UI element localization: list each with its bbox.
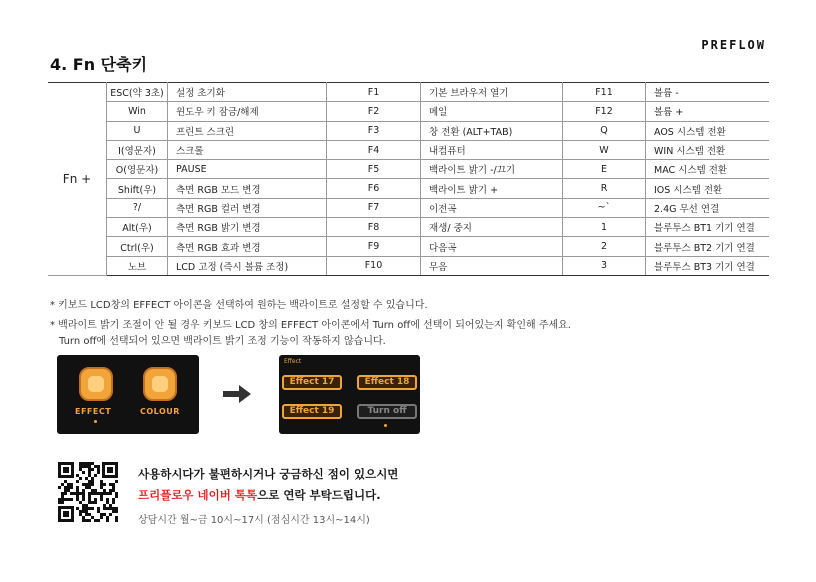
action-cell: PAUSE <box>168 160 327 179</box>
key-cell: F11 <box>563 83 646 102</box>
selection-dot <box>94 420 97 423</box>
key-cell: ?/ <box>107 198 168 217</box>
contact-talk-line <box>138 487 381 503</box>
brand-logo-text: PREFLOW <box>701 38 766 52</box>
action-cell: 이전곡 <box>421 198 563 217</box>
table-row <box>48 121 769 140</box>
contact-talk-rest: 으로 연락 부탁드립니다. <box>257 488 381 502</box>
key-cell: F12 <box>563 102 646 121</box>
table-row <box>48 198 769 217</box>
action-cell: 백라이트 밝기 -/끄기 <box>421 160 563 179</box>
effect-icon <box>79 367 113 401</box>
qr-code-icon <box>57 461 119 523</box>
key-cell: F3 <box>327 121 421 140</box>
key-cell: F5 <box>327 160 421 179</box>
section-title: 4. Fn 단축키 <box>50 55 148 74</box>
fn-modifier-label: Fn + <box>48 83 107 276</box>
action-cell: 측면 RGB 모드 변경 <box>168 179 327 198</box>
action-cell: 프린트 스크린 <box>168 121 327 140</box>
table-row <box>48 160 769 179</box>
action-cell: IOS 시스템 전환 <box>646 179 770 198</box>
action-cell: 설정 초기화 <box>168 83 327 102</box>
action-cell: 내컴퓨터 <box>421 140 563 159</box>
table-row <box>48 179 769 198</box>
note-brightness: * 백라이트 밝기 조절이 안 될 경우 키보드 LCD 창의 EFFECT 아이콘에서 Turn off에 선택이 되어있는지 확인해 주세요. <box>50 320 571 331</box>
fn-shortcut-table <box>48 82 769 276</box>
brand-logo <box>665 38 767 52</box>
effect-screen-title: Effect <box>284 358 302 365</box>
naver-talktalk-link[interactable]: 프리플로우 네이버 톡톡 <box>138 488 258 502</box>
effect-17-button: Effect 17 <box>282 375 342 390</box>
turn-off-button: Turn off <box>357 404 417 419</box>
arrow-right-icon <box>223 384 251 404</box>
action-cell: 스크롤 <box>168 140 327 159</box>
effect-19-button: Effect 19 <box>282 404 342 419</box>
key-cell: R <box>563 179 646 198</box>
action-cell: 2.4G 무선 연결 <box>646 198 770 217</box>
action-cell: AOS 시스템 전환 <box>646 121 770 140</box>
key-cell: F7 <box>327 198 421 217</box>
note-turnoff: Turn off에 선택되어 있으면 백라이트 밝기 조정 기능이 작동하지 않습니다. <box>59 336 386 347</box>
support-hours: 상담시간 월~금 10시~17시 (점심시간 13시~14시) <box>138 515 370 526</box>
key-cell: ~` <box>563 198 646 217</box>
lcd-main-menu <box>57 355 199 434</box>
action-cell: 측면 RGB 밝기 변경 <box>168 218 327 237</box>
action-cell: 윈도우 키 잠금/해제 <box>168 102 327 121</box>
key-cell: F10 <box>327 256 421 275</box>
contact-message: 사용하시다가 불편하시거나 궁금하신 점이 있으시면 <box>138 467 399 481</box>
key-cell: 노브 <box>107 256 168 275</box>
action-cell: 블루투스 BT1 기기 연결 <box>646 218 770 237</box>
table-row <box>48 237 769 256</box>
table-row <box>48 256 769 275</box>
action-cell: 메일 <box>421 102 563 121</box>
key-cell: F2 <box>327 102 421 121</box>
action-cell: 창 전환 (ALT+TAB) <box>421 121 563 140</box>
key-cell: F9 <box>327 237 421 256</box>
action-cell: 무음 <box>421 256 563 275</box>
key-cell: W <box>563 140 646 159</box>
action-cell: LCD 고정 (즉시 볼륨 조정) <box>168 256 327 275</box>
selection-dot <box>384 424 387 427</box>
action-cell: 재생/ 중지 <box>421 218 563 237</box>
lcd-effect-menu <box>279 355 420 434</box>
action-cell: 볼륨 - <box>646 83 770 102</box>
key-cell: E <box>563 160 646 179</box>
action-cell: 백라이트 밝기 + <box>421 179 563 198</box>
table-row <box>48 140 769 159</box>
key-cell: 2 <box>563 237 646 256</box>
key-cell: U <box>107 121 168 140</box>
action-cell: 측면 RGB 효과 변경 <box>168 237 327 256</box>
key-cell: I(영문자) <box>107 140 168 159</box>
key-cell: ESC(약 3초) <box>107 83 168 102</box>
action-cell: 블루투스 BT3 기기 연결 <box>646 256 770 275</box>
note-effect: * 키보드 LCD창의 EFFECT 아이콘을 선택하여 원하는 백라이트로 설정할 수 있습니다. <box>50 300 428 311</box>
table-row <box>48 218 769 237</box>
action-cell: 블루투스 BT2 기기 연결 <box>646 237 770 256</box>
action-cell: 다음곡 <box>421 237 563 256</box>
effect-label: EFFECT <box>75 407 112 416</box>
table-row <box>48 102 769 121</box>
colour-label: COLOUR <box>140 407 180 416</box>
key-cell: F4 <box>327 140 421 159</box>
action-cell: 기본 브라우저 열기 <box>421 83 563 102</box>
action-cell: 측면 RGB 컬러 변경 <box>168 198 327 217</box>
table-row <box>48 83 769 102</box>
action-cell: MAC 시스템 전환 <box>646 160 770 179</box>
colour-icon <box>143 367 177 401</box>
effect-18-button: Effect 18 <box>357 375 417 390</box>
key-cell: Q <box>563 121 646 140</box>
key-cell: 3 <box>563 256 646 275</box>
key-cell: F8 <box>327 218 421 237</box>
key-cell: O(영문자) <box>107 160 168 179</box>
key-cell: F1 <box>327 83 421 102</box>
key-cell: Ctrl(우) <box>107 237 168 256</box>
action-cell: WIN 시스템 전환 <box>646 140 770 159</box>
key-cell: 1 <box>563 218 646 237</box>
key-cell: Alt(우) <box>107 218 168 237</box>
key-cell: F6 <box>327 179 421 198</box>
action-cell: 볼륨 + <box>646 102 770 121</box>
key-cell: Shift(우) <box>107 179 168 198</box>
key-cell: Win <box>107 102 168 121</box>
